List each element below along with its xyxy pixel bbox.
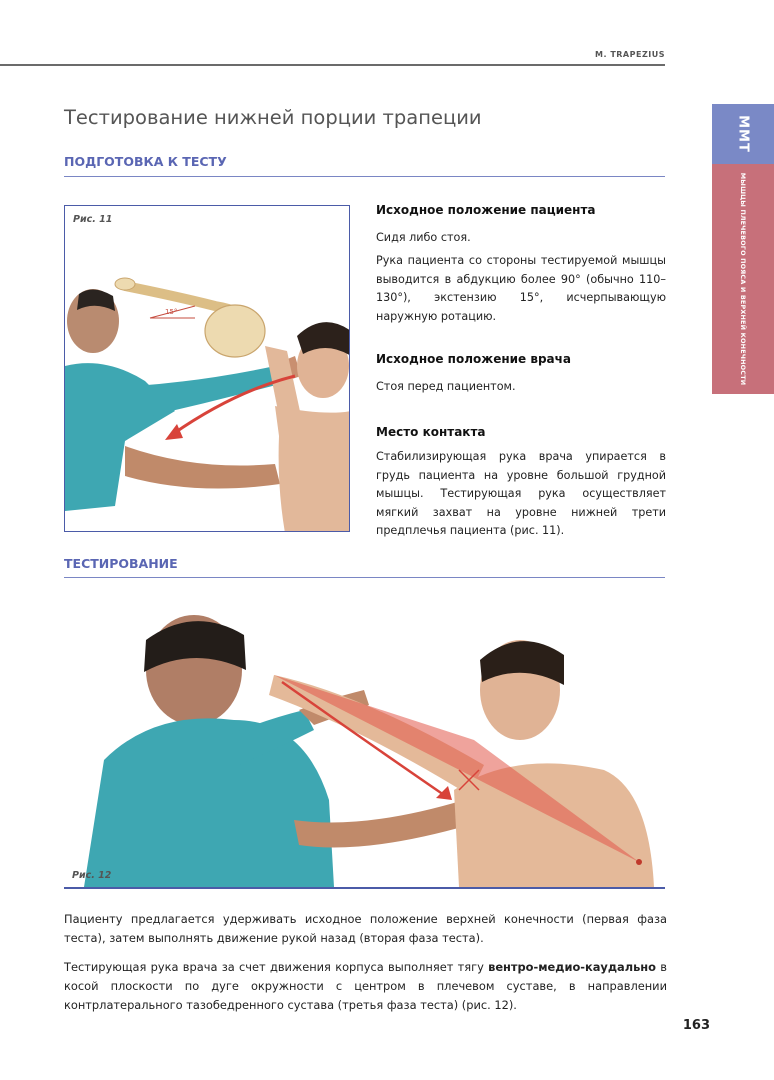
patient-position-text-1: Сидя либо стоя. (376, 231, 471, 244)
test-text-2-emphasis: вентро-медио-каудально (488, 960, 656, 974)
angle-label: 15° (165, 308, 178, 316)
figure-12-label: Рис. 12 (72, 870, 112, 881)
figure-11-label: Рис. 11 (73, 214, 113, 225)
patient-position-text-2: Рука пациента со стороны тестируемой мышцы выводится в абдукцию более 90° (обычно 110–130°), экстензию 15°, исчерпывающую наружную ротацию. (376, 254, 666, 323)
test-text-2 (64, 958, 667, 1015)
section-rule-prep (64, 176, 665, 177)
test-text-1: Пациенту предлагается удерживать исходное положение верхней конечности (первая фаза теста), затем выполнять движение рукой назад (вторая фаза теста). (64, 912, 667, 945)
contact-text: Стабилизирующая рука врача упирается в грудь пациента на уровне большой грудной мышцы. Тестирующая рука осуществляет мягкий захват на уровне нижней трети предплечья пациента (рис. 11). (376, 450, 666, 538)
skeleton-diagram (115, 278, 265, 357)
patient-figure (265, 322, 350, 532)
doctor-position-heading: Исходное положение врача (376, 352, 571, 366)
contact-heading: Место контакта (376, 425, 486, 439)
section-heading-prep: ПОДГОТОВКА К ТЕСТУ (64, 154, 227, 169)
doctor-position-text: Стоя перед пациентом. (376, 380, 516, 393)
test-text-2-start: Тестирующая рука врача за счет движения корпуса выполняет тягу (64, 960, 489, 974)
figure-11-illustration (65, 206, 350, 532)
page-number: 163 (682, 1018, 710, 1033)
side-tab-code (712, 104, 774, 164)
figure-11 (64, 205, 350, 532)
running-title: M. TRAPEZIUS (595, 50, 665, 59)
patient-position-heading: Исходное положение пациента (376, 203, 596, 217)
test-text-2-end: в косой плоскости по дуге окружности с центром в плечевом суставе, в направлении контрлатерального тазобедренного сустава (третья фаза теста) (рис. 12). (64, 960, 667, 1012)
page-title: Тестирование нижней порции трапеции (64, 106, 482, 129)
header-rule (0, 64, 665, 66)
figure-12 (64, 600, 665, 887)
section-heading-test: ТЕСТИРОВАНИЕ (64, 556, 178, 571)
side-tab-code-label: MMT (735, 115, 751, 153)
section-rule-test (64, 577, 665, 578)
running-header (0, 50, 665, 64)
figure-12-illustration (64, 600, 665, 887)
side-tab-section-label: МЫШЦЫ ПЛЕЧЕВОГО ПОЯСА И ВЕРХНЕЙ КОНЕЧНОСТИ (739, 172, 747, 386)
figure-12-rule (64, 887, 665, 889)
doctor-figure (65, 289, 301, 511)
side-tab-section (712, 164, 774, 394)
